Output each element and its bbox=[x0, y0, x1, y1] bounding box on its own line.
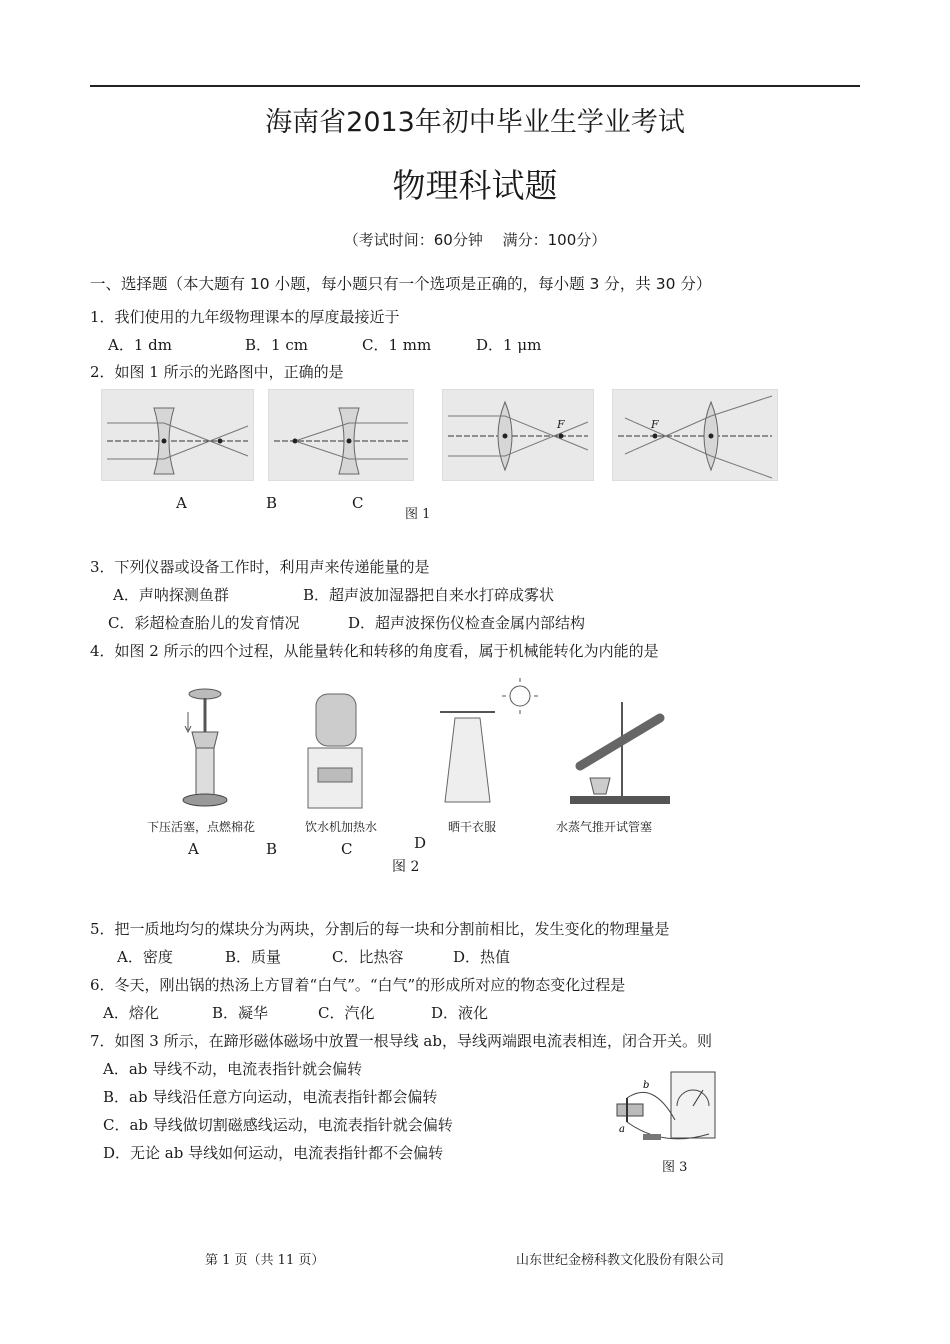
q5-option-c[interactable]: C．比热容 bbox=[332, 948, 404, 966]
figure3-caption: 图 3 bbox=[662, 1160, 688, 1175]
q5-option-d[interactable]: D．热值 bbox=[453, 948, 511, 966]
converging-lens-ray-diagram bbox=[613, 390, 777, 480]
figure2-pic-caption-c: 晒干衣服 bbox=[448, 820, 497, 834]
q7-option-d[interactable]: D．无论 ab 导线如何运动，电流表指针都不会偏转 bbox=[103, 1144, 444, 1162]
q1-option-a[interactable]: A．1 dm bbox=[108, 336, 172, 354]
figure2-label-c: C bbox=[341, 840, 353, 858]
figure1-diagram-c bbox=[442, 389, 594, 481]
q7-stem: 7．如图 3 所示，在蹄形磁体磁场中放置一根导线 ab，导线两端跟电流表相连，闭合开关。则 bbox=[90, 1032, 712, 1050]
q5-stem: 5．把一质地均匀的煤块分为两块，分割后的每一块和分割前相比，发生变化的物理量是 bbox=[90, 920, 670, 938]
q3-option-a[interactable]: A．声呐探测鱼群 bbox=[113, 586, 229, 604]
figure1-label-a: A bbox=[176, 494, 187, 512]
q6-option-a[interactable]: A．熔化 bbox=[103, 1004, 159, 1022]
page-number: 第 1 页（共 11 页） bbox=[205, 1253, 325, 1268]
q5-option-b[interactable]: B．质量 bbox=[225, 948, 282, 966]
exam-info: （考试时间：60分钟 满分：100分） bbox=[343, 231, 607, 249]
q6-stem: 6．冬天，刚出锅的热汤上方冒着“白气”。“白气”的形成所对应的物态变化过程是 bbox=[90, 976, 626, 994]
q3-option-c[interactable]: C．彩超检查胎儿的发育情况 bbox=[108, 614, 300, 632]
figure1-caption: 图 1 bbox=[405, 507, 431, 522]
test-tube-illustration bbox=[570, 702, 670, 804]
figure1-diagram-d bbox=[612, 389, 778, 481]
focus-label: F bbox=[651, 418, 659, 431]
q3-option-d[interactable]: D．超声波探伤仪检查金属内部结构 bbox=[348, 614, 586, 632]
q4-stem: 4．如图 2 所示的四个过程，从能量转化和转移的角度看，属于机械能转化为内能的是 bbox=[90, 642, 659, 660]
figure2-pic-caption-d: 水蒸气推开试管塞 bbox=[556, 820, 653, 834]
q3-stem: 3．下列仪器或设备工作时，利用声来传递能量的是 bbox=[90, 558, 430, 576]
figure3-galvanometer-circuit bbox=[613, 1070, 719, 1150]
piston-cylinder-illustration bbox=[183, 689, 227, 806]
figure2-label-b: B bbox=[266, 840, 278, 858]
section-heading: 一、选择题（本大题有 10 小题，每小题只有一个选项是正确的，每小题 3 分，共 30 分） bbox=[90, 275, 712, 293]
q1-option-b[interactable]: B．1 cm bbox=[245, 336, 308, 354]
figure2-illustrations bbox=[140, 672, 700, 832]
water-dispenser-illustration bbox=[308, 694, 362, 808]
q1-option-d[interactable]: D．1 μm bbox=[476, 336, 542, 354]
publisher: 山东世纪金榜科教文化股份有限公司 bbox=[516, 1253, 725, 1268]
focus-label: F bbox=[557, 418, 565, 431]
top-rule bbox=[90, 85, 860, 87]
diverging-lens-ray-diagram bbox=[269, 390, 413, 480]
q7-option-c[interactable]: C．ab 导线做切割磁感线运动，电流表指针就会偏转 bbox=[103, 1116, 453, 1134]
figure2-caption: 图 2 bbox=[392, 859, 420, 875]
q2-stem: 2．如图 1 所示的光路图中，正确的是 bbox=[90, 363, 344, 381]
q3-option-b[interactable]: B．超声波加湿器把自来水打碎成雾状 bbox=[303, 586, 555, 604]
drying-clothes-illustration bbox=[440, 678, 538, 802]
q1-stem: 1．我们使用的九年级物理课本的厚度最接近于 bbox=[90, 308, 400, 326]
q6-option-d[interactable]: D．液化 bbox=[431, 1004, 489, 1022]
figure2-label-a: A bbox=[188, 840, 199, 858]
q6-option-c[interactable]: C．汽化 bbox=[318, 1004, 375, 1022]
figure1-diagram-a bbox=[101, 389, 254, 481]
converging-lens-ray-diagram bbox=[443, 390, 593, 480]
figure1-label-b: B bbox=[266, 494, 278, 512]
figure1-diagram-b bbox=[268, 389, 414, 481]
diverging-lens-ray-diagram bbox=[102, 390, 253, 480]
wire-label-b: b bbox=[643, 1080, 650, 1091]
q7-option-a[interactable]: A．ab 导线不动，电流表指针就会偏转 bbox=[103, 1060, 363, 1078]
figure1-label-c: C bbox=[352, 494, 364, 512]
q1-option-c[interactable]: C．1 mm bbox=[362, 336, 432, 354]
q6-option-b[interactable]: B．凝华 bbox=[212, 1004, 269, 1022]
figure2-pic-caption-b: 饮水机加热水 bbox=[305, 820, 378, 834]
exam-title: 海南省2013年初中毕业生学业考试 bbox=[265, 107, 685, 138]
wire-label-a: a bbox=[619, 1124, 625, 1135]
subject-title: 物理科试题 bbox=[392, 166, 558, 205]
figure2-label-d: D bbox=[414, 834, 427, 852]
q5-option-a[interactable]: A．密度 bbox=[117, 948, 173, 966]
figure2-pic-caption-a: 下压活塞，点燃棉花 bbox=[147, 820, 256, 834]
q7-option-b[interactable]: B．ab 导线沿任意方向运动，电流表指针都会偏转 bbox=[103, 1088, 438, 1106]
